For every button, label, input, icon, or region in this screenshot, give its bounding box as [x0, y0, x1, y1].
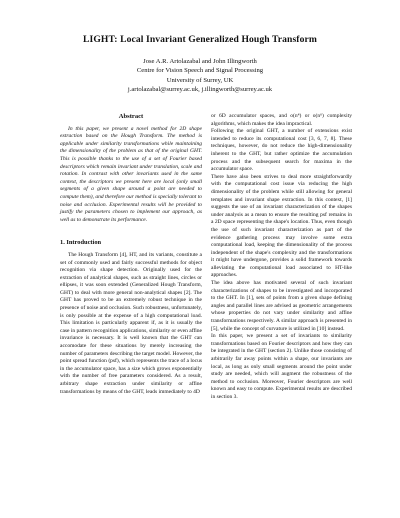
left-column [60, 113, 202, 396]
intro-paragraph: The Hough Transform [4], HT, and its variants, constitute a set of commonly used and fairly successful methods for object recognition via shape detection. Originally used for the extraction of analytical shapes, such as straight lines, circles or ellipses, it was soon extended (Generalized Hough Transform, GHT) to deal with more general non-analytical shapes [2]. The GHT has proved to be an extremely robust technique in the presence of noise and occlusion. Such robustness, unfortunately, is only possible at the expense of a high computational load. This limitation is particularly apparent if, as it is usually the case in pattern recognition applications, similarity or even affine invariance is necessary. It is well known that the GHT can accomodate for these situations by merely increasing the number of parameters describing the target model. However, the point spread function (psf), which represents the trace of a locus in the accumulator space, has a size which grows exponentially with the number of free parameters considered. As a result, arbitrary shape extraction under similarity or affine transformations by means of the GHT, leads immediately to 4D [60, 251, 202, 395]
author-email: j.artolazabal@surrey.ac.uk, j.illingworth@surrey.ac.uk [127, 86, 273, 94]
right-paragraph-2: Following the original GHT, a number of extensions exist intended to reduce its computational cost [3, 6, 7, 8]. These techniques, however, do not reduce the high-dimensionality inherent to the GHT, but rather optimize the accumulation process and the subsequent search for maxima in the accumulator space. [211, 128, 352, 173]
author-block [0, 57, 400, 95]
right-paragraph-1: or 6D accumulator spaces, and o(n⁴) or o(n⁶) complexity algorithms, which makes the idea impractical. [211, 113, 352, 127]
right-paragraph-5: In this paper, we present a set of invariants to similarity transformations based on Fourier descriptors and how they can be integrated in the GHT (section 2). Unlike those consisting of arbitrarily far away points within a shape, our invariants are local, as long as only small segments around the point under study are needed, which will augment the robustness of the method to occlusion. Moreover, Fourier descriptors are well known and easy to compute. Experimental results are described in section 3. [211, 333, 352, 400]
right-column [211, 113, 352, 402]
right-paragraph-4: The idea above has motivated several of such invariant characterizations of shapes to be investigated and incorporated to the GHT. In [1], sets of points from a given shape defining angles and parallel lines are advised as geometric arrangements whose properties do not vary under similarity and affine transformations respectively. A similar approach is presented in [5], while the concept of curvature is utilized in [10] instead. [211, 280, 352, 332]
abstract-text: In this paper, we present a novel method for 2D shape extraction based on the Hough Transform. The method is applicable under similarity transformations while maintaining the dimensionality of the problem as that of the original GHT. This is possible thanks to the use of a set of Fourier based descriptors which remain invariant under translation, scale and rotation. In contrast with other invariants used in the same context, the descriptors we present here are local (only small segments of a given shape around a point are needed to compute them), and therefore our method is specially tolerant to noise and occlusion. Experimental results will be provided to justify the parameters chosen to implement our approach, as well as to demonstrate its performance. [60, 125, 202, 223]
section-heading-introduction: 1. Introduction [60, 239, 102, 247]
paper-title: LIGHT: Local Invariant Generalized Hough Transform [83, 34, 317, 45]
right-paragraph-3: There have also been strives to deal more straightforwardly with the computational cost issue via reducing the high dimensionality of the problem while still allowing for general templates and invariant shape extraction. In this context, [1] suggests the use of an invariant characterization of the shapes under analysis as a mean to ensure the resulting psf remains in a 2D space representing the shape's location. Thus, even though the use of such invariant characterization as part of the evidence gathering process may involve some extra computational load, keeping the dimensionality of the process independent of the shape's complexity and the transformations it might have undergone, provides a solid framework towards alleviating the computational load associated to HT-like approaches. [211, 173, 352, 279]
abstract-heading: Abstract [118, 113, 144, 120]
author-affiliation: Centre for Vision Speech and Signal Processing [136, 67, 264, 75]
author-university: University of Surrey, UK [166, 76, 234, 84]
author-names: Jose A.R. Artolazabal and John Illingworth [143, 58, 257, 65]
